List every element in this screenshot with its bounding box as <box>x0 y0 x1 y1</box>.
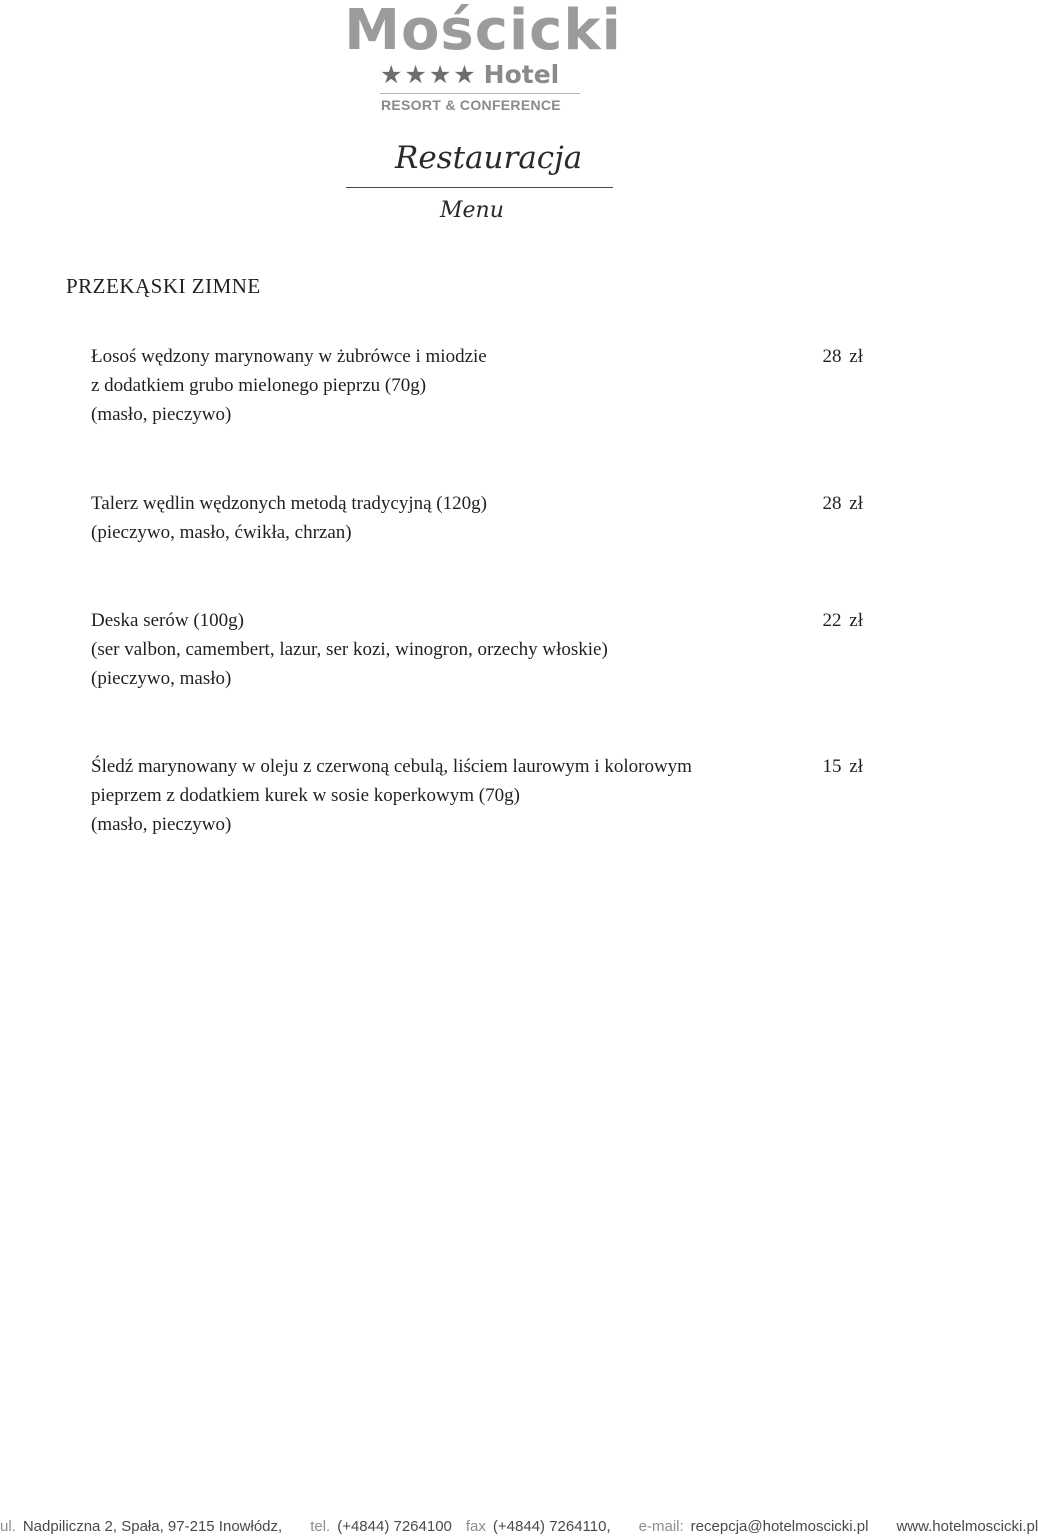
email-label: e-mail: <box>638 1518 684 1535</box>
menu-item-description <box>91 752 771 839</box>
fax-label: fax <box>465 1518 486 1535</box>
logo-name: Mościcki <box>344 0 622 63</box>
menu-item-line: (ser valbon, camembert, lazur, ser kozi, winogron, orzechy włoskie) <box>91 639 608 660</box>
menu-item-price: 28 zł <box>822 346 863 367</box>
menu-item-line: (pieczywo, masło, ćwikła, chrzan) <box>91 522 352 543</box>
menu-item-description <box>91 342 771 429</box>
menu-item-line: Deska serów (100g) <box>91 610 245 631</box>
menu-item-line: (masło, pieczywo) <box>91 404 232 425</box>
logo-stars-row <box>380 60 559 90</box>
fax-number: (+4844) 7264110, <box>492 1518 611 1535</box>
tel-label: tel. <box>310 1518 331 1535</box>
menu-item-line: (pieczywo, masło) <box>91 668 232 689</box>
logo-divider <box>380 93 580 94</box>
menu-item <box>91 342 871 429</box>
star-rating-icon: ★★★★ <box>380 60 478 89</box>
menu-item-line: (masło, pieczywo) <box>91 814 232 835</box>
tel-number: (+4844) 7264100 <box>337 1518 452 1535</box>
menu-item-price: 22 zł <box>822 610 863 631</box>
address-text: Nadpiliczna 2, Spała, 97-215 Inowłódz, <box>22 1518 283 1535</box>
website-link[interactable]: www.hotelmoscicki.pl <box>896 1518 1038 1535</box>
menu-item-price: 28 zł <box>822 493 863 514</box>
page-title: Restauracja <box>395 140 583 176</box>
menu-item-description <box>91 489 771 547</box>
menu-item-price: 15 zł <box>822 756 863 777</box>
section-heading: PRZEKĄSKI ZIMNE <box>66 274 261 298</box>
menu-item-line: Talerz wędlin wędzonych metodą tradycyjną (120g) <box>91 493 487 514</box>
address-label: ul. <box>0 1518 16 1535</box>
page-subtitle: Menu <box>440 198 504 223</box>
footer-contact <box>0 1516 1038 1538</box>
menu-item <box>91 752 871 839</box>
title-divider <box>346 187 613 188</box>
menu-item-line: pieprzem z dodatkiem kurek w sosie koperkowym (70g) <box>91 785 520 806</box>
email-link[interactable]: recepcja@hotelmoscicki.pl <box>690 1518 869 1535</box>
menu-item-description <box>91 606 771 693</box>
menu-item-line: z dodatkiem grubo mielonego pieprzu (70g) <box>91 375 427 396</box>
menu-item <box>91 606 871 693</box>
menu-item <box>91 489 871 547</box>
logo-tagline: RESORT & CONFERENCE <box>381 97 561 113</box>
menu-item-line: Śledź marynowany w oleju z czerwoną cebulą, liściem laurowym i kolorowym <box>91 756 692 777</box>
hotel-logo <box>0 0 960 120</box>
logo-hotel-word: Hotel <box>483 60 560 89</box>
menu-item-line: Łosoś wędzony marynowany w żubrówce i miodzie <box>91 346 487 367</box>
